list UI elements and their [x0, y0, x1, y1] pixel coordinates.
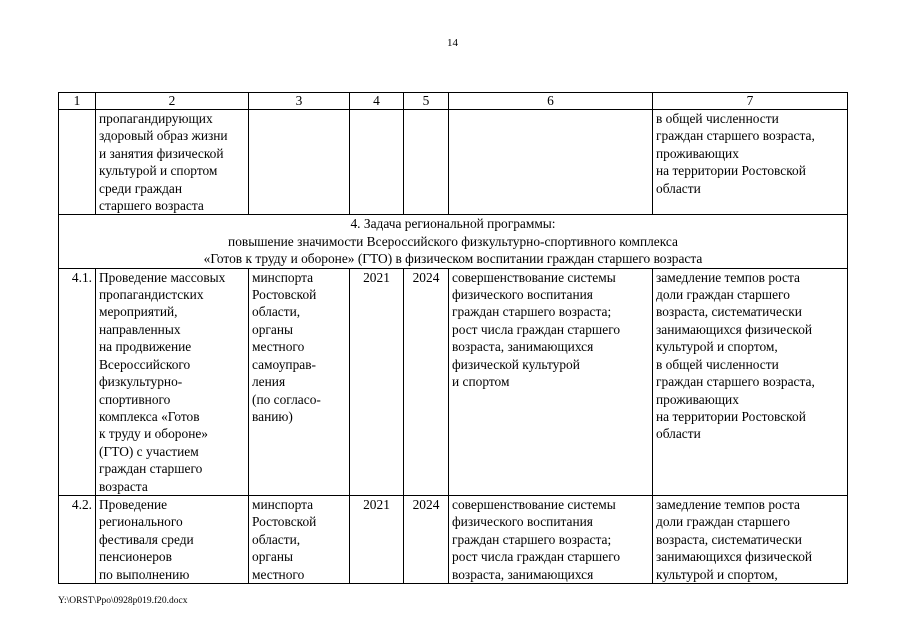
- text-line: области,: [252, 531, 301, 547]
- text-line: регионального: [99, 514, 183, 530]
- cell-empty: [59, 110, 96, 215]
- column-header: 1: [59, 93, 96, 110]
- cell-empty: [350, 110, 404, 215]
- text-line: занимающихся физической: [656, 321, 813, 337]
- text-line: мероприятий,: [99, 304, 178, 320]
- text-line: старшего возраста: [99, 198, 204, 214]
- cell-empty: [404, 110, 449, 215]
- text-line: граждан старшего возраста,: [656, 128, 815, 144]
- end-year: 2024: [404, 268, 449, 495]
- text-line: возраста, систематически: [656, 531, 802, 547]
- end-year: 2024: [404, 495, 449, 583]
- responsible-cell: [249, 495, 350, 583]
- text-line: в общей численности: [656, 111, 779, 126]
- result-cell: [449, 495, 653, 583]
- text-line: рост числа граждан старшего: [452, 549, 621, 565]
- text-line: Проведение массовых: [99, 269, 226, 285]
- column-header: 3: [249, 93, 350, 110]
- text-line: на территории Ростовской: [656, 408, 806, 424]
- text-line: здоровый образ жизни: [99, 128, 228, 144]
- text-line: проживающих: [656, 145, 739, 161]
- text-line: ления: [252, 374, 286, 390]
- text-line: граждан старшего возраста;: [452, 304, 612, 320]
- text-line: спортивного: [99, 391, 171, 407]
- text-line: местного: [252, 339, 305, 355]
- text-line: замедление темпов роста: [656, 269, 800, 285]
- text-line: к труду и обороне»: [99, 426, 209, 442]
- text-line: рост числа граждан старшего: [452, 321, 621, 337]
- responsible-cell: [249, 268, 350, 495]
- cell-empty: [449, 110, 653, 215]
- text-line: занимающихся физической: [656, 549, 813, 565]
- text-line: (ГТО) с участием: [99, 443, 199, 459]
- text-line: ванию): [252, 408, 293, 424]
- continuation-col2: [96, 110, 249, 215]
- text-line: по выполнению: [99, 566, 190, 582]
- text-line: культурой и спортом: [99, 163, 218, 179]
- column-header: 5: [404, 93, 449, 110]
- text-line: доли граждан старшего: [656, 514, 790, 530]
- page-number: 14: [447, 37, 458, 49]
- text-line: области: [656, 180, 701, 196]
- text-line: культурой и спортом,: [656, 339, 778, 355]
- activity-cell: [96, 495, 249, 583]
- text-line: Всероссийского: [99, 356, 191, 372]
- section-line: «Готов к труду и обороне» (ГТО) в физическом воспитании граждан старшего возраста: [203, 251, 703, 267]
- text-line: пропагандистских: [99, 287, 204, 303]
- text-line: направленных: [99, 321, 181, 337]
- column-header: 7: [653, 93, 848, 110]
- section-line: повышение значимости Всероссийского физкультурно-спортивного комплекса: [228, 233, 678, 249]
- text-line: возраста: [99, 478, 148, 494]
- text-line: возраста, систематически: [656, 304, 802, 320]
- text-line: на продвижение: [99, 339, 192, 355]
- consequence-cell: [653, 268, 848, 495]
- section-title: 4. Задача региональной программы:: [350, 216, 556, 232]
- column-number-row: [59, 93, 848, 110]
- text-line: Ростовской: [252, 514, 317, 530]
- column-header: 6: [449, 93, 653, 110]
- text-line: фестиваля среди: [99, 531, 194, 547]
- column-header: 2: [96, 93, 249, 110]
- text-line: самоуправ-: [252, 356, 316, 372]
- text-line: граждан старшего возраста,: [656, 374, 815, 390]
- text-line: области,: [252, 304, 301, 320]
- text-line: физического воспитания: [452, 514, 593, 530]
- consequence-cell: [653, 495, 848, 583]
- section-row: [59, 215, 848, 268]
- section-heading: [59, 215, 848, 268]
- text-line: культурой и спортом,: [656, 566, 778, 582]
- text-line: возраста, занимающихся: [452, 339, 594, 355]
- text-line: комплекса «Готов: [99, 408, 200, 424]
- text-line: минспорта: [252, 269, 314, 285]
- text-line: и занятия физической: [99, 145, 224, 161]
- text-line: минспорта: [252, 496, 314, 512]
- continuation-row: [59, 110, 848, 215]
- text-line: проживающих: [656, 391, 739, 407]
- continuation-col7: [653, 110, 848, 215]
- text-line: среди граждан: [99, 180, 183, 196]
- text-line: органы: [252, 321, 293, 337]
- start-year: 2021: [350, 268, 404, 495]
- text-line: граждан старшего возраста;: [452, 531, 612, 547]
- table-row: [59, 495, 848, 583]
- file-path-footer: Y:\ORST\Ppo\0928p019.f20.docx: [58, 596, 188, 606]
- result-cell: [449, 268, 653, 495]
- text-line: Проведение: [99, 496, 168, 512]
- text-line: Ростовской: [252, 287, 317, 303]
- text-line: физического воспитания: [452, 287, 593, 303]
- text-line: местного: [252, 566, 305, 582]
- column-header: 4: [350, 93, 404, 110]
- text-line: на территории Ростовской: [656, 163, 806, 179]
- text-line: физкультурно-: [99, 374, 183, 390]
- text-line: пенсионеров: [99, 549, 172, 565]
- text-line: (по согласо-: [252, 391, 321, 407]
- text-line: пропагандирующих: [99, 111, 213, 126]
- activity-cell: [96, 268, 249, 495]
- text-line: замедление темпов роста: [656, 496, 800, 512]
- text-line: возраста, занимающихся: [452, 566, 594, 582]
- program-table: [58, 92, 848, 584]
- text-line: в общей численности: [656, 356, 779, 372]
- cell-empty: [249, 110, 350, 215]
- text-line: органы: [252, 549, 293, 565]
- text-line: физической культурой: [452, 356, 580, 372]
- text-line: и спортом: [452, 374, 510, 390]
- row-number: 4.1.: [59, 268, 96, 495]
- text-line: граждан старшего: [99, 461, 203, 477]
- text-line: совершенствование системы: [452, 496, 616, 512]
- text-line: области: [656, 426, 701, 442]
- row-number: 4.2.: [59, 495, 96, 583]
- start-year: 2021: [350, 495, 404, 583]
- text-line: совершенствование системы: [452, 269, 616, 285]
- table-row: [59, 268, 848, 495]
- text-line: доли граждан старшего: [656, 287, 790, 303]
